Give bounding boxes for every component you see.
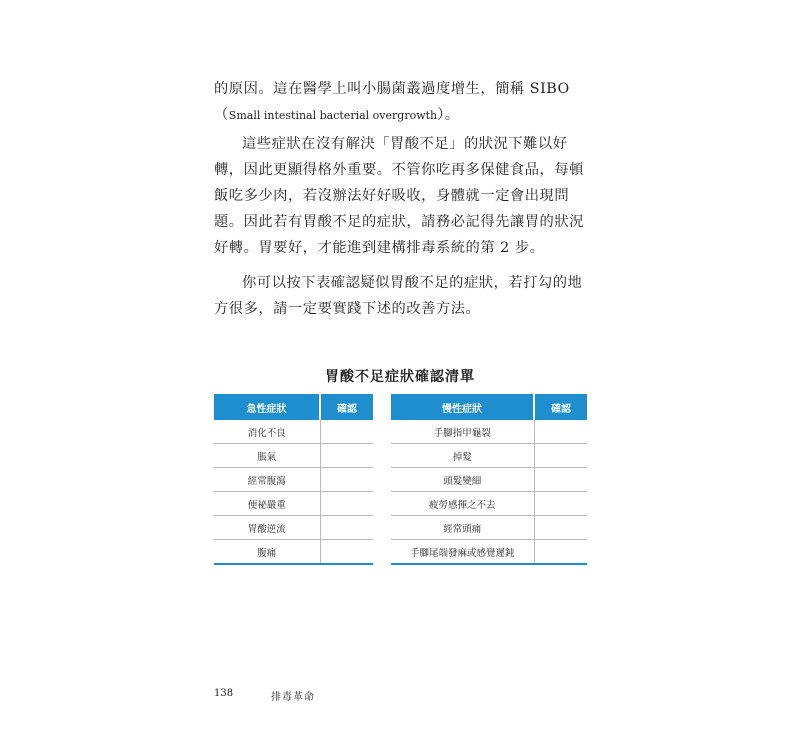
check-box[interactable] — [534, 468, 587, 492]
check-box[interactable] — [320, 468, 373, 492]
check-box[interactable] — [534, 444, 587, 468]
check-box[interactable] — [320, 420, 373, 444]
check-box[interactable] — [320, 540, 373, 565]
table-row — [391, 444, 587, 468]
table-row — [214, 468, 373, 492]
symptom-label: 經常頭痛 — [391, 516, 534, 540]
running-title: 排毒革命 — [271, 692, 315, 703]
table-row — [214, 492, 373, 516]
check-box[interactable] — [534, 420, 587, 444]
paragraph-sibo-text: 的原因。這在醫學上叫小腸菌叢過度增生，簡稱 SIBO（ — [214, 81, 570, 123]
table-row — [214, 420, 373, 444]
paragraph-stomach-acid: 這些症狀在沒有解決「胃酸不足」的狀況下難以好轉，因此更顯得格外重要。不管你吃再多保健食品，每頓飯吃多少肉，若沒辦法好好吸收，身體就一定會出現問題。因此若有胃酸不足的症狀，請務必記得先讓胃的狀況好轉。胃要好，才能進到建構排毒系統的第 2 步。 — [214, 136, 584, 256]
check-box[interactable] — [534, 540, 587, 565]
page-number: 138 — [214, 688, 234, 699]
symptom-label: 便祕嚴重 — [214, 492, 320, 516]
table-row — [391, 516, 587, 540]
symptom-label: 手腳指甲龜裂 — [391, 420, 534, 444]
check-box[interactable] — [320, 444, 373, 468]
chronic-symptoms-header: 慢性症狀 — [391, 394, 534, 420]
table-row — [391, 540, 587, 565]
table-row — [214, 444, 373, 468]
symptom-label: 消化不良 — [214, 420, 320, 444]
check-box[interactable] — [534, 516, 587, 540]
table-row — [391, 492, 587, 516]
symptom-label: 疲勞感揮之不去 — [391, 492, 534, 516]
paragraph-sibo-end: ）。 — [437, 107, 460, 123]
paragraph-sibo — [214, 76, 588, 129]
check-box[interactable] — [534, 492, 587, 516]
check-box[interactable] — [320, 516, 373, 540]
paragraph-checklist-intro: 你可以按下表確認疑似胃酸不足的症狀，若打勾的地方很多，請一定要實踐下述的改善方法。 — [214, 275, 583, 317]
table-row — [214, 516, 373, 540]
acute-symptoms-table — [214, 394, 373, 565]
chronic-symptoms-table — [391, 394, 587, 565]
table-row — [214, 540, 373, 565]
symptom-label: 掉髮 — [391, 444, 534, 468]
symptom-label: 經常腹瀉 — [214, 468, 320, 492]
symptom-label: 頭髮變細 — [391, 468, 534, 492]
table-row — [391, 468, 587, 492]
sibo-full-name: Small intestinal bacterial overgrowth — [228, 109, 438, 122]
acute-check-header: 確認 — [320, 394, 373, 420]
chronic-check-header: 確認 — [534, 394, 587, 420]
check-box[interactable] — [320, 492, 373, 516]
symptom-label: 手腳尾端發麻或感覺遲鈍 — [391, 540, 534, 565]
symptom-label: 脹氣 — [214, 444, 320, 468]
table-row — [391, 420, 587, 444]
symptom-label: 腹痛 — [214, 540, 320, 565]
checklist-title: 胃酸不足症狀確認清單 — [325, 369, 475, 385]
symptom-label: 胃酸逆流 — [214, 516, 320, 540]
acute-symptoms-header: 急性症狀 — [214, 394, 320, 420]
